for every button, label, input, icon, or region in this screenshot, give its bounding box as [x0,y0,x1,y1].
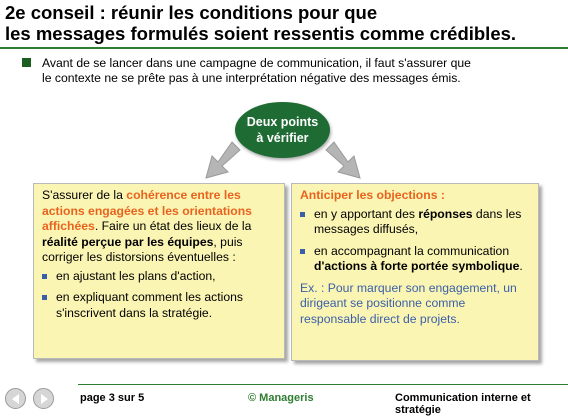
list-item: en y apportant des réponses dans les messages diffusés, [300,207,534,238]
left-card-text: , puis corriger les distorsions éventuelles : [42,234,243,264]
page-indicator: page 3 sur 5 [80,392,145,404]
arrow-left-icon [10,393,22,405]
arrow-down-right-icon [320,140,366,182]
right-card [291,183,539,361]
right-card-example: Ex. : Pour marquer son engagement, un dirigeant se positionne comme responsable direct de projets. [300,280,517,326]
left-card-list [42,269,280,322]
footer-divider [78,384,568,385]
next-page-button[interactable] [33,388,54,409]
center-oval-line-1: Deux points [246,115,319,129]
page-title-line-1: 2e conseil : réunir les conditions pour que [5,2,378,23]
center-oval [235,102,330,158]
list-item: en ajustant les plans d'action, [42,269,280,285]
course-title: Communication interne et stratégie [395,392,531,416]
intro-line-2: le contexte ne se prête pas à une interprétation négative des messages émis. [42,71,461,85]
center-oval-line-2: à vérifier [256,131,309,145]
right-card-list [300,207,534,275]
left-card-text: S'assurer de la [42,188,127,202]
left-card-text: . Faire un état des lieux de la [94,219,252,233]
arrow-down-left-icon [200,140,246,182]
prev-page-button[interactable] [5,388,26,409]
intro-paragraph [22,56,552,86]
left-card [33,183,285,359]
page-title-line-2: les messages formulés soient ressentis comme crédibles. [5,23,517,44]
intro-line-1: Avant de se lancer dans une campagne de communication, il faut s'assurer que [42,56,471,70]
list-item: en expliquant comment les actions s'inscrivent dans la stratégie. [42,290,280,321]
list-item: en accompagnant la communication d'actions à forte portée symbolique. [300,244,534,275]
left-card-paragraph [42,188,280,266]
left-card-bold: réalité perçue par les équipes [42,234,214,249]
square-bullet-icon [22,58,31,67]
title-divider [0,47,568,49]
arrow-right-icon [38,393,50,405]
page-title [5,2,565,44]
copyright: © Manageris [248,392,314,404]
right-card-heading: Anticiper les objections : [300,188,445,202]
left-card-emphasis: cohérence entre les actions engagées et les orientations affichées [42,188,252,233]
